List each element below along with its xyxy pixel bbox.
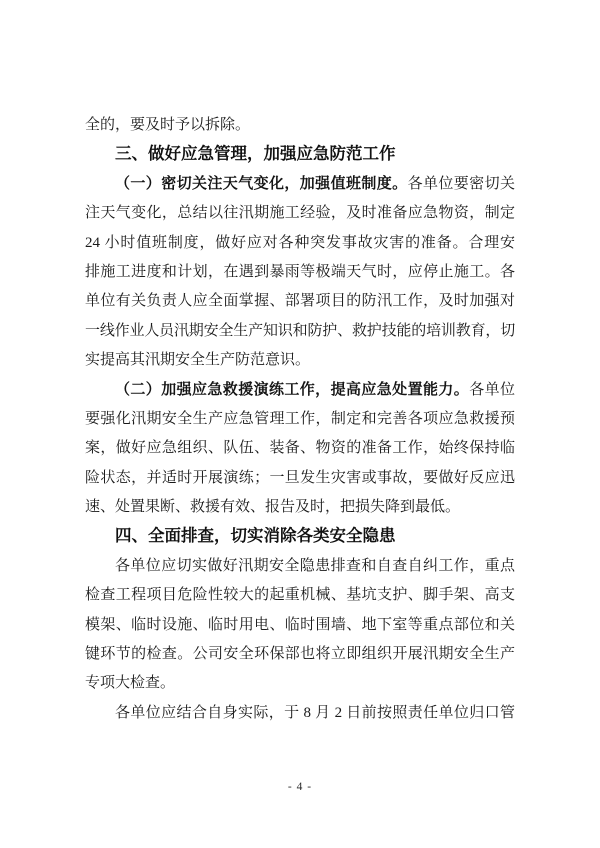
paragraph-start-line: 各单位应切实做好汛期安全隐患排查和自查自纠工作，重点 (115, 557, 515, 574)
text-run: 各单位要密切关 (407, 175, 515, 192)
text-line: 注天气变化，总结以往汛期施工经验，及时准备应急物资，制定 (85, 205, 515, 222)
paragraph-start-line: 各单位应结合自身实际，于 8 月 2 日前按照责任单位归口管 (115, 704, 515, 721)
paragraph-start-line (85, 170, 515, 199)
text-line: 险状态，并适时开展演练；一旦发生灾害或事故，要做好反应迅 (85, 469, 515, 486)
text-line: 模架、临时设施、临时用电、临时围墙、地下室等重点部位和关 (85, 616, 515, 633)
text-line: 排施工进度和计划，在遇到暴雨等极端天气时，应停止施工。各 (85, 263, 515, 280)
bold-lead-text: （二）加强应急救援演练工作，提高应急处置能力。 (115, 381, 470, 398)
bold-lead-text: （一）密切关注天气变化，加强值班制度。 (115, 175, 408, 192)
text-line: 速、处置果断、救援有效、报告及时，把损失降到最低。 (85, 499, 461, 516)
text-line: 要强化汛期安全生产应急管理工作，制定和完善各项应急救援预 (85, 410, 515, 427)
text-line: 单位有关负责人应全面掌握、部署项目的防汛工作，及时加强对 (85, 293, 515, 310)
text-line: 专项大检查。 (85, 675, 176, 692)
text-line: 一线作业人员汛期安全生产知识和防护、救护技能的培训教育，切 (85, 322, 515, 339)
page-number: - 4 - (287, 781, 313, 793)
paragraph-start-line (85, 376, 515, 405)
text-run: 各单位 (469, 381, 515, 398)
section-heading-4: 四、全面排查，切实消除各类安全隐患 (115, 527, 396, 546)
text-line: 24 小时值班制度，做好应对各种突发事故灾害的准备。合理安 (85, 234, 515, 251)
text-line: 案，做好应急组织、队伍、装备、物资的准备工作，始终保持临 (85, 440, 515, 457)
text-line: 检查工程项目危险性较大的起重机械、基坑支护、脚手架、高支 (85, 587, 515, 604)
document-body (85, 111, 515, 728)
text-line: 键环节的检查。公司安全环保部也将立即组织开展汛期安全生产 (85, 646, 515, 663)
section-heading-3: 三、做好应急管理，加强应急防范工作 (115, 145, 396, 164)
text-line: 全的，要及时予以拆除。 (85, 117, 251, 133)
text-line: 实提高其汛期安全生产防范意识。 (85, 352, 311, 369)
